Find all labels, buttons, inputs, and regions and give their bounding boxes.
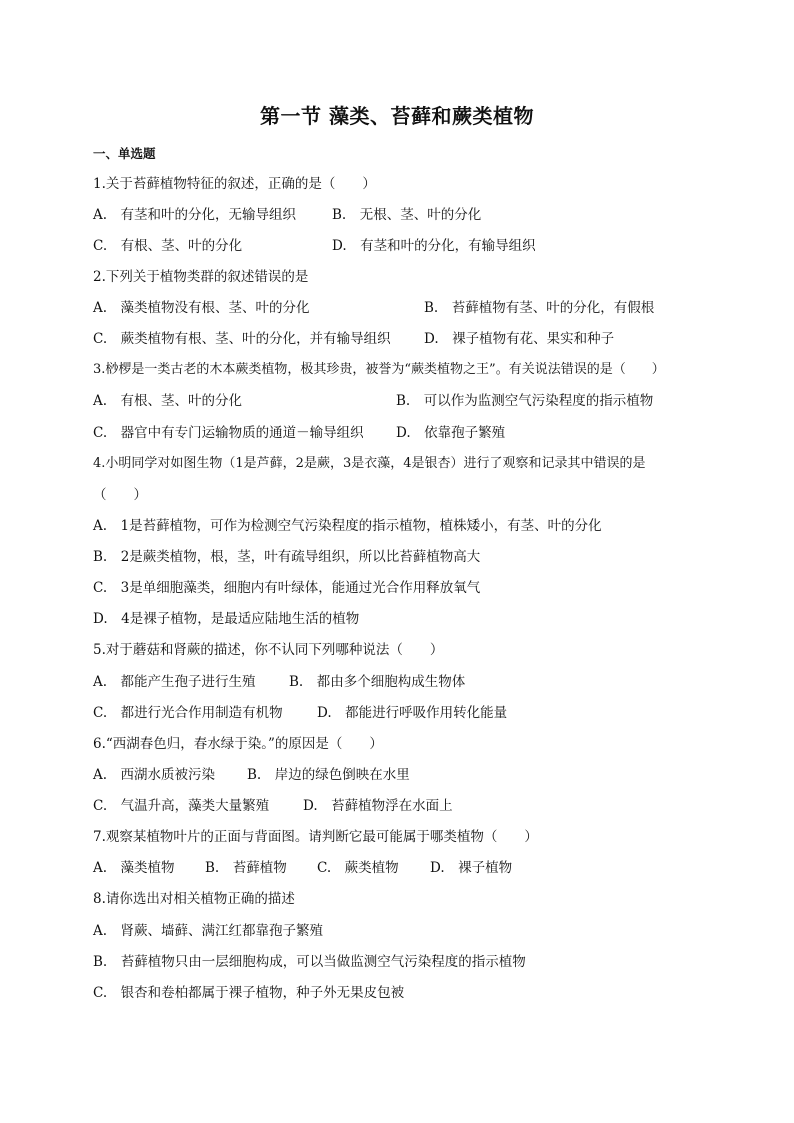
question-7-option-b: B. 苔藓植物	[205, 860, 287, 876]
section-heading: 一、单选题	[93, 146, 156, 161]
question-4-stem: 4.小明同学对如图生物（1是芦藓，2是蕨，3是衣藻，4是银杏）进行了观察和记录其中错误的是	[93, 456, 646, 471]
question-8-stem: 8.请你选出对相关植物正确的描述	[93, 891, 295, 907]
question-1-option-a: A. 有茎和叶的分化，无输导组织	[93, 207, 297, 223]
page-title: 第一节 藻类、苔藓和蕨类植物	[260, 104, 534, 128]
question-2-option-c: C. 蕨类植物有根、茎、叶的分化，并有输导组织	[93, 331, 391, 347]
question-2-option-a: A. 藻类植物没有根、茎、叶的分化	[93, 300, 310, 316]
question-2-option-b: B. 苔藓植物有茎、叶的分化，有假根	[424, 300, 655, 316]
question-6-option-b: B. 岸边的绿色倒映在水里	[247, 767, 410, 783]
question-1-option-b: B. 无根、茎、叶的分化	[332, 207, 482, 223]
question-8-option-a: A. 肾蕨、墙藓、满江红都靠孢子繁殖	[93, 923, 324, 939]
question-8-option-c: C. 银杏和卷柏都属于裸子植物，种子外无果皮包被	[93, 985, 405, 1001]
question-5-option-a: A. 都能产生孢子进行生殖	[93, 674, 256, 690]
question-6-option-c: C. 气温升高，藻类大量繁殖	[93, 798, 270, 814]
question-3-option-c: C. 器官中有专门运输物质的通道－输导组织	[93, 425, 364, 441]
question-5-option-c: C. 都进行光合作用制造有机物	[93, 705, 283, 721]
question-3-option-d: D. 依靠孢子繁殖	[396, 425, 506, 441]
question-1-stem: 1.关于苔藓植物特征的叙述，正确的是（ ）	[93, 176, 376, 192]
question-3-stem: 3.桫椤是一类古老的木本蕨类植物，极其珍贵，被誉为“蕨类植物之王”。有关说法错误的是（ ）	[93, 362, 665, 377]
question-7-option-a: A. 藻类植物	[93, 860, 175, 876]
question-1-option-d: D. 有茎和叶的分化，有输导组织	[332, 238, 536, 254]
question-2-stem: 2.下列关于植物类群的叙述错误的是	[93, 269, 309, 285]
question-4-option-c: C. 3是单细胞藻类，细胞内有叶绿体，能通过光合作用释放氧气	[93, 580, 481, 596]
question-3-option-b: B. 可以作为监测空气污染程度的指示植物	[396, 393, 654, 409]
question-7-option-d: D. 裸子植物	[430, 860, 513, 876]
question-3-option-a: A. 有根、茎、叶的分化	[93, 393, 243, 409]
question-7-stem: 7.观察某植物叶片的正面与背面图。请判断它最可能属于哪类植物（ ）	[93, 829, 538, 845]
question-8-option-b: B. 苔藓植物只由一层细胞构成，可以当做监测空气污染程度的指示植物	[93, 954, 526, 970]
question-5-option-b: B. 都由多个细胞构成生物体	[289, 674, 466, 690]
question-2-option-d: D. 裸子植物有花、果实和种子	[424, 331, 615, 347]
question-5-stem: 5.对于蘑菇和肾蕨的描述，你不认同下列哪种说法（ ）	[93, 642, 444, 658]
question-4-stem-continued: （ ）	[93, 487, 147, 503]
question-1-option-c: C. 有根、茎、叶的分化	[93, 238, 243, 254]
question-7-option-c: C. 蕨类植物	[317, 860, 399, 876]
question-4-option-d: D. 4是裸子植物，是最适应陆地生活的植物	[93, 611, 360, 627]
question-6-option-a: A. 西湖水质被污染	[93, 767, 216, 783]
question-5-option-d: D. 都能进行呼吸作用转化能量	[317, 705, 508, 721]
question-6-option-d: D. 苔藓植物浮在水面上	[303, 798, 453, 814]
question-4-option-b: B. 2是蕨类植物，根，茎，叶有疏导组织，所以比苔藓植物高大	[93, 549, 481, 565]
question-4-option-a: A. 1是苔藓植物，可作为检测空气污染程度的指示植物，植株矮小，有茎、叶的分化	[93, 518, 602, 534]
question-6-stem: 6.“西湖春色归，春水绿于染。”的原因是（ ）	[93, 736, 383, 752]
